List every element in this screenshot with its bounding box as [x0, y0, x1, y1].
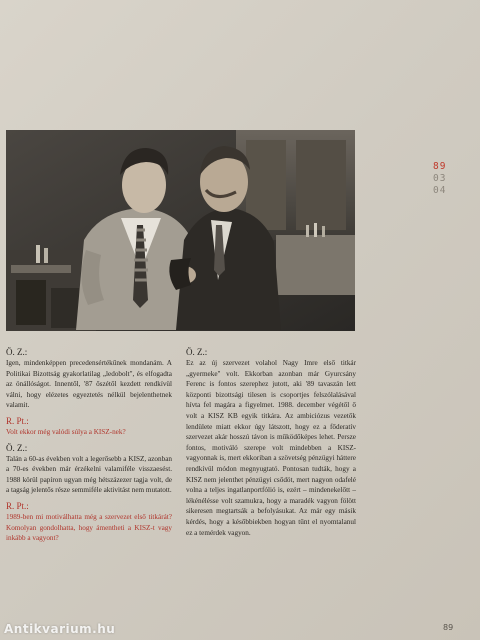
speaker-label: Ö. Z.: — [186, 347, 208, 357]
interview-column-right — [186, 346, 356, 538]
year-index — [433, 161, 455, 197]
speaker-label: Ö. Z.: — [6, 442, 28, 453]
year-other: 04 — [433, 185, 447, 196]
page-number: 89 — [443, 623, 454, 632]
question-text: 1989-ben mi motiválhatta még a szervezet első titkárát? Komolyan gondolhatta, hogy ámentheti a KISZ-t vagy inkább a vagyont? — [6, 512, 172, 543]
question-text: Volt ekkor még valódi súlya a KISZ-nek? — [6, 427, 126, 436]
interview-column-left — [6, 346, 172, 544]
year-other: 03 — [433, 173, 447, 184]
speaker-label: Ö. Z.: — [6, 347, 28, 357]
photo-two-men-talking-icon — [6, 130, 355, 331]
speaker-label: R. Pt.: — [6, 500, 29, 511]
answer-text: Ez az új szervezet volahol Nagy Imre első titkár „gyermeke" volt. Ekkorban azonban már Gyurcsány Ferenc is fontos szerephez jutott, aki '89 tavaszán lett központi bizottsági tilesen is csoportjes felszólalásával hívta fel magára a figyelmet. 1988. december végétől ő volt a KISZ KB egyik titkára. Az ambiciózus vezetők lendülete miatt ekkor úgy látszott, hogy ez a főderatív szervezet akár hosszú távon is működőképes lehet. Persze fontos, motiváló szerepe volt mindebben a KISZ-vagyonnak is, mert ekkoriban a szövetség pénzügyi háttere rendkívül módon megnyugtató. Pontosan tudták, hogy a KISZ nem jelenthet pénzügyi csődöt, mert nagyon odafelé volna a teljes ingatlanportfólió is, ezért – mindenekelőtt – lékénélésse volt szamukra, hogy a maradék vagyon fölött sikeresen megtartsák a befolyásukat. Az már egy másik kérdés, hogy a későbbiekben hogyan tűnt el nyomtalanul ez a temérdek vagyon. — [186, 359, 356, 537]
answer-text: Talán a 60-as években volt a legerősebb a KISZ, azonban a 70-es években már érzékelni valamiféle visszaesést. 1988 körül papíron ugyan még hétszázezer tagja volt, de a tagság jelentős része semmiféle aktivitást nem mutatott. — [6, 454, 172, 495]
watermark: Antikvarium.hu — [4, 622, 116, 636]
speaker-label: R. Pt.: — [6, 415, 29, 426]
photograph — [6, 130, 355, 331]
answer-text: Igen, mindenképpen precedensértékűnek mondanám. A Politikai Bizottság gyakorlatilag „ledobolt", és elfogadta az önállóságot. Innentől, '87 őszétől kezdett rendkívül válni, hogy elézetes egyeztetés nélkül bejelenthetnek valamit. — [6, 359, 172, 410]
year-active: 89 — [433, 161, 447, 172]
